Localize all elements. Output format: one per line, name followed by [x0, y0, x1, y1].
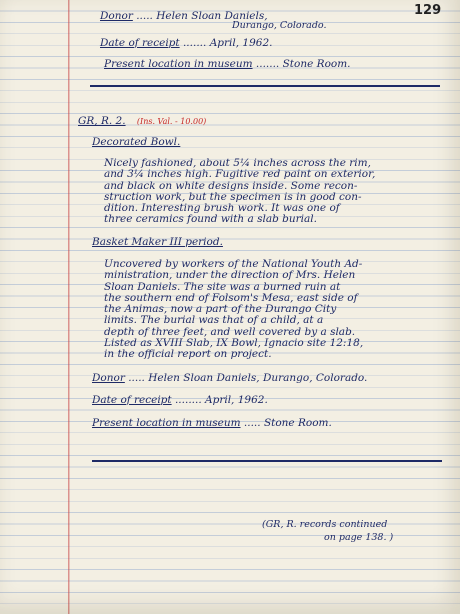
description-line: and 3¼ inches high. Fugitive red paint on exterior, [104, 168, 376, 181]
bottom-receipt-label: Date of receipt [92, 394, 172, 406]
top-receipt-label: Date of receipt [100, 37, 180, 49]
top-location-line: Present location in museum ....... Stone Room. [104, 58, 351, 70]
footnote-line-2: on page 138. ) [324, 532, 394, 543]
bottom-receipt-date: April, 1962. [205, 394, 268, 406]
top-receipt-date: April, 1962. [209, 37, 273, 49]
bottom-donor-label: Donor [92, 372, 125, 384]
description-line: and black on white designs inside. Some recon- [104, 179, 358, 192]
catalog-number: GR, R. 2. [78, 115, 126, 127]
provenance-line: the southern end of Folsom's Mesa, east side of [104, 291, 358, 304]
top-donor-line: Donor ..... Helen Sloan Daniels, [100, 10, 268, 22]
top-receipt-line: Date of receipt ....... April, 1962. [100, 37, 273, 49]
provenance-line: depth of three feet, and well covered by a slab. [104, 325, 356, 338]
top-location-label: Present location in museum [104, 58, 253, 70]
description-line: struction work, but the specimen is in good con- [104, 190, 362, 203]
item-heading: Decorated Bowl. [92, 136, 181, 148]
footnote-line-1: (GR, R. records continued [262, 519, 388, 530]
provenance-line: the Animas, now a part of the Durango City [104, 303, 337, 316]
bottom-receipt-line: Date of receipt ........ April, 1962. [92, 394, 268, 406]
bottom-donor-value: Helen Sloan Daniels, Durango, Colorado. [148, 372, 368, 384]
description-line: dition. Interesting brush work. It was one of [104, 202, 340, 215]
divider-top [90, 85, 440, 87]
bottom-location-label: Present location in museum [92, 417, 241, 429]
period-heading: Basket Maker III period. [92, 236, 223, 248]
description-line: three ceramics found with a slab burial. [104, 213, 317, 226]
bottom-location-line: Present location in museum ..... Stone Room. [92, 417, 332, 429]
top-donor-label: Donor [100, 10, 133, 22]
page-number: 129 [414, 3, 442, 18]
description-line: Nicely fashioned, about 5¼ inches across the rim, [104, 157, 371, 169]
valuation-note: (Ins. Val. - 10.00) [136, 117, 207, 126]
provenance-line: in the official report on project. [104, 348, 272, 361]
provenance-line: ministration, under the direction of Mrs. Helen [104, 269, 356, 282]
item-provenance [104, 259, 442, 361]
provenance-line: Uncovered by workers of the National Youth Ad- [104, 258, 363, 270]
provenance-line: Listed as XVIII Slab, IX Bowl, Ignacio site 12:18, [104, 337, 364, 350]
catalog-number-line [78, 115, 206, 128]
bottom-location-value: Stone Room. [263, 417, 332, 429]
divider-bottom [92, 460, 442, 462]
provenance-line: limits. The burial was that of a child, at a [104, 314, 324, 327]
provenance-line: Sloan Daniels. The site was a burned ruin at [104, 280, 341, 293]
item-description [104, 158, 442, 226]
top-donor-name: Helen Sloan Daniels, [156, 10, 268, 22]
top-location-value: Stone Room. [282, 58, 351, 70]
top-donor-city: Durango, Colorado. [232, 20, 327, 31]
bottom-donor-line: Donor ..... Helen Sloan Daniels, Durango, Colorado. [92, 372, 368, 384]
